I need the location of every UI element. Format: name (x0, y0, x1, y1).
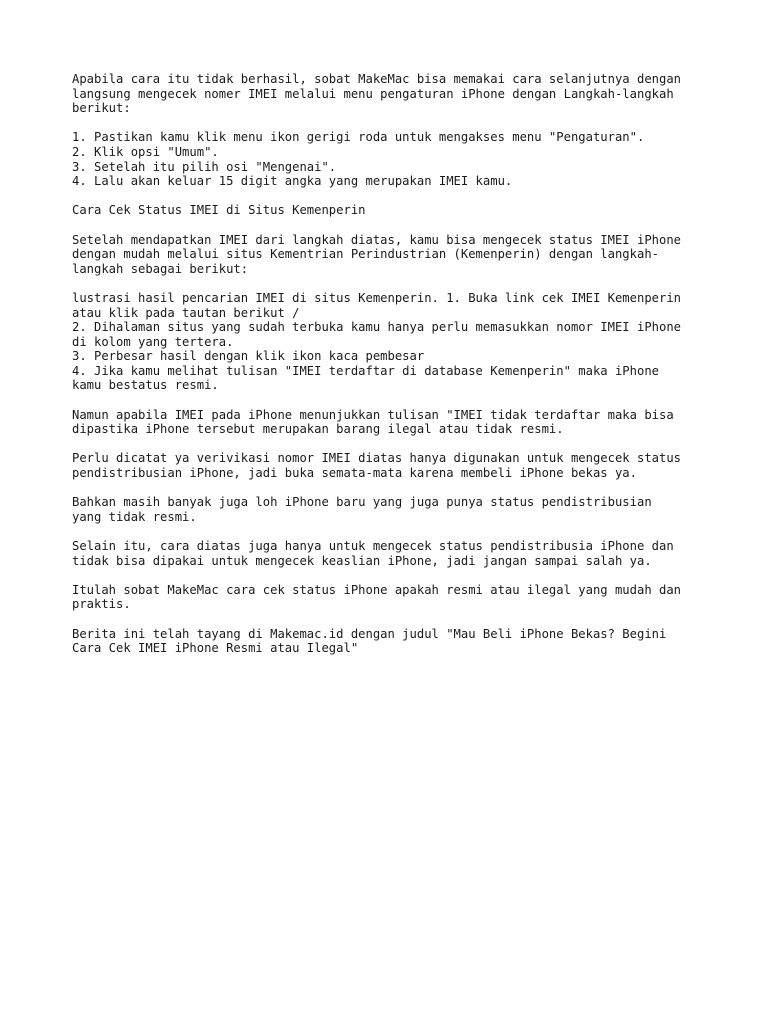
text-line: dengan mudah melalui situs Kementrian Perindustrian (Kemenperin) dengan langkah- (72, 247, 659, 262)
text-line: langsung mengecek nomer IMEI melalui menu pengaturan iPhone dengan Langkah-langkah (72, 86, 674, 101)
paragraph (72, 233, 712, 277)
paragraph (72, 203, 712, 218)
text-line: yang tidak resmi. (72, 509, 197, 524)
paragraph (72, 539, 712, 568)
text-line: Setelah mendapatkan IMEI dari langkah diatas, kamu bisa mengecek status IMEI iPhone (72, 232, 682, 247)
text-line: Namun apabila IMEI pada iPhone menunjukkan tulisan "IMEI tidak terdaftar maka bisa (72, 407, 674, 422)
text-line: Selain itu, cara diatas juga hanya untuk mengecek status pendistribusia iPhone dan (72, 539, 674, 553)
text-line: Itulah sobat MakeMac cara cek status iPhone apakah resmi atau ilegal yang mudah dan (72, 582, 682, 597)
text-line: Bahkan masih banyak juga loh iPhone baru yang juga punya status pendistribusian (72, 495, 652, 510)
paragraph (72, 451, 712, 480)
text-line: tidak bisa dipakai untuk mengecek keaslian iPhone, jadi jangan sampai salah ya. (72, 553, 652, 568)
paragraph (72, 72, 712, 116)
text-line: kamu bestatus resmi. (72, 378, 219, 393)
text-line: Perlu dicatat ya verivikasi nomor IMEI diatas hanya digunakan untuk mengecek status (72, 451, 682, 466)
paragraph (72, 130, 712, 188)
text-line: pendistribusian iPhone, jadi buka semata-mata karena membeli iPhone bekas ya. (72, 466, 637, 481)
text-line: atau klik pada tautan berikut / (72, 305, 300, 320)
document-page (72, 72, 712, 670)
paragraph (72, 291, 712, 393)
text-line: 2. Klik opsi "Umum". (72, 144, 219, 159)
document-body (72, 72, 712, 656)
paragraph (72, 627, 712, 656)
text-line: 2. Dihalaman situs yang sudah terbuka kamu hanya perlu memasukkan nomor IMEI iPhone (72, 320, 682, 335)
text-line: praktis. (72, 597, 131, 612)
paragraph (72, 408, 712, 437)
text-line: di kolom yang tertera. (72, 334, 234, 349)
text-line: 1. Pastikan kamu klik menu ikon gerigi roda untuk mengakses menu "Pengaturan". (72, 130, 645, 145)
text-line: dipastika iPhone tersebut merupakan barang ilegal atau tidak resmi. (72, 422, 564, 437)
text-line: Cara Cek IMEI iPhone Resmi atau Ilegal" (72, 641, 359, 656)
paragraph (72, 583, 712, 612)
text-line: Apabila cara itu tidak berhasil, sobat MakeMac bisa memakai cara selanjutnya dengan (72, 72, 682, 86)
text-line: Cara Cek Status IMEI di Situs Kemenperin (72, 203, 366, 218)
text-line: 4. Lalu akan keluar 15 digit angka yang merupakan IMEI kamu. (72, 174, 513, 189)
text-line: Berita ini telah tayang di Makemac.id dengan judul "Mau Beli iPhone Bekas? Begini (72, 626, 667, 641)
text-line: lustrasi hasil pencarian IMEI di situs Kemenperin. 1. Buka link cek IMEI Kemenperin (72, 290, 682, 305)
text-line: 3. Perbesar hasil dengan klik ikon kaca pembesar (72, 349, 425, 364)
text-line: 3. Setelah itu pilih osi "Mengenai". (72, 159, 337, 174)
text-line: 4. Jika kamu melihat tulisan "IMEI terdaftar di database Kemenperin" maka iPhone (72, 363, 659, 378)
paragraph (72, 495, 712, 524)
text-line: langkah sebagai berikut: (72, 261, 249, 276)
text-line: berikut: (72, 101, 131, 116)
